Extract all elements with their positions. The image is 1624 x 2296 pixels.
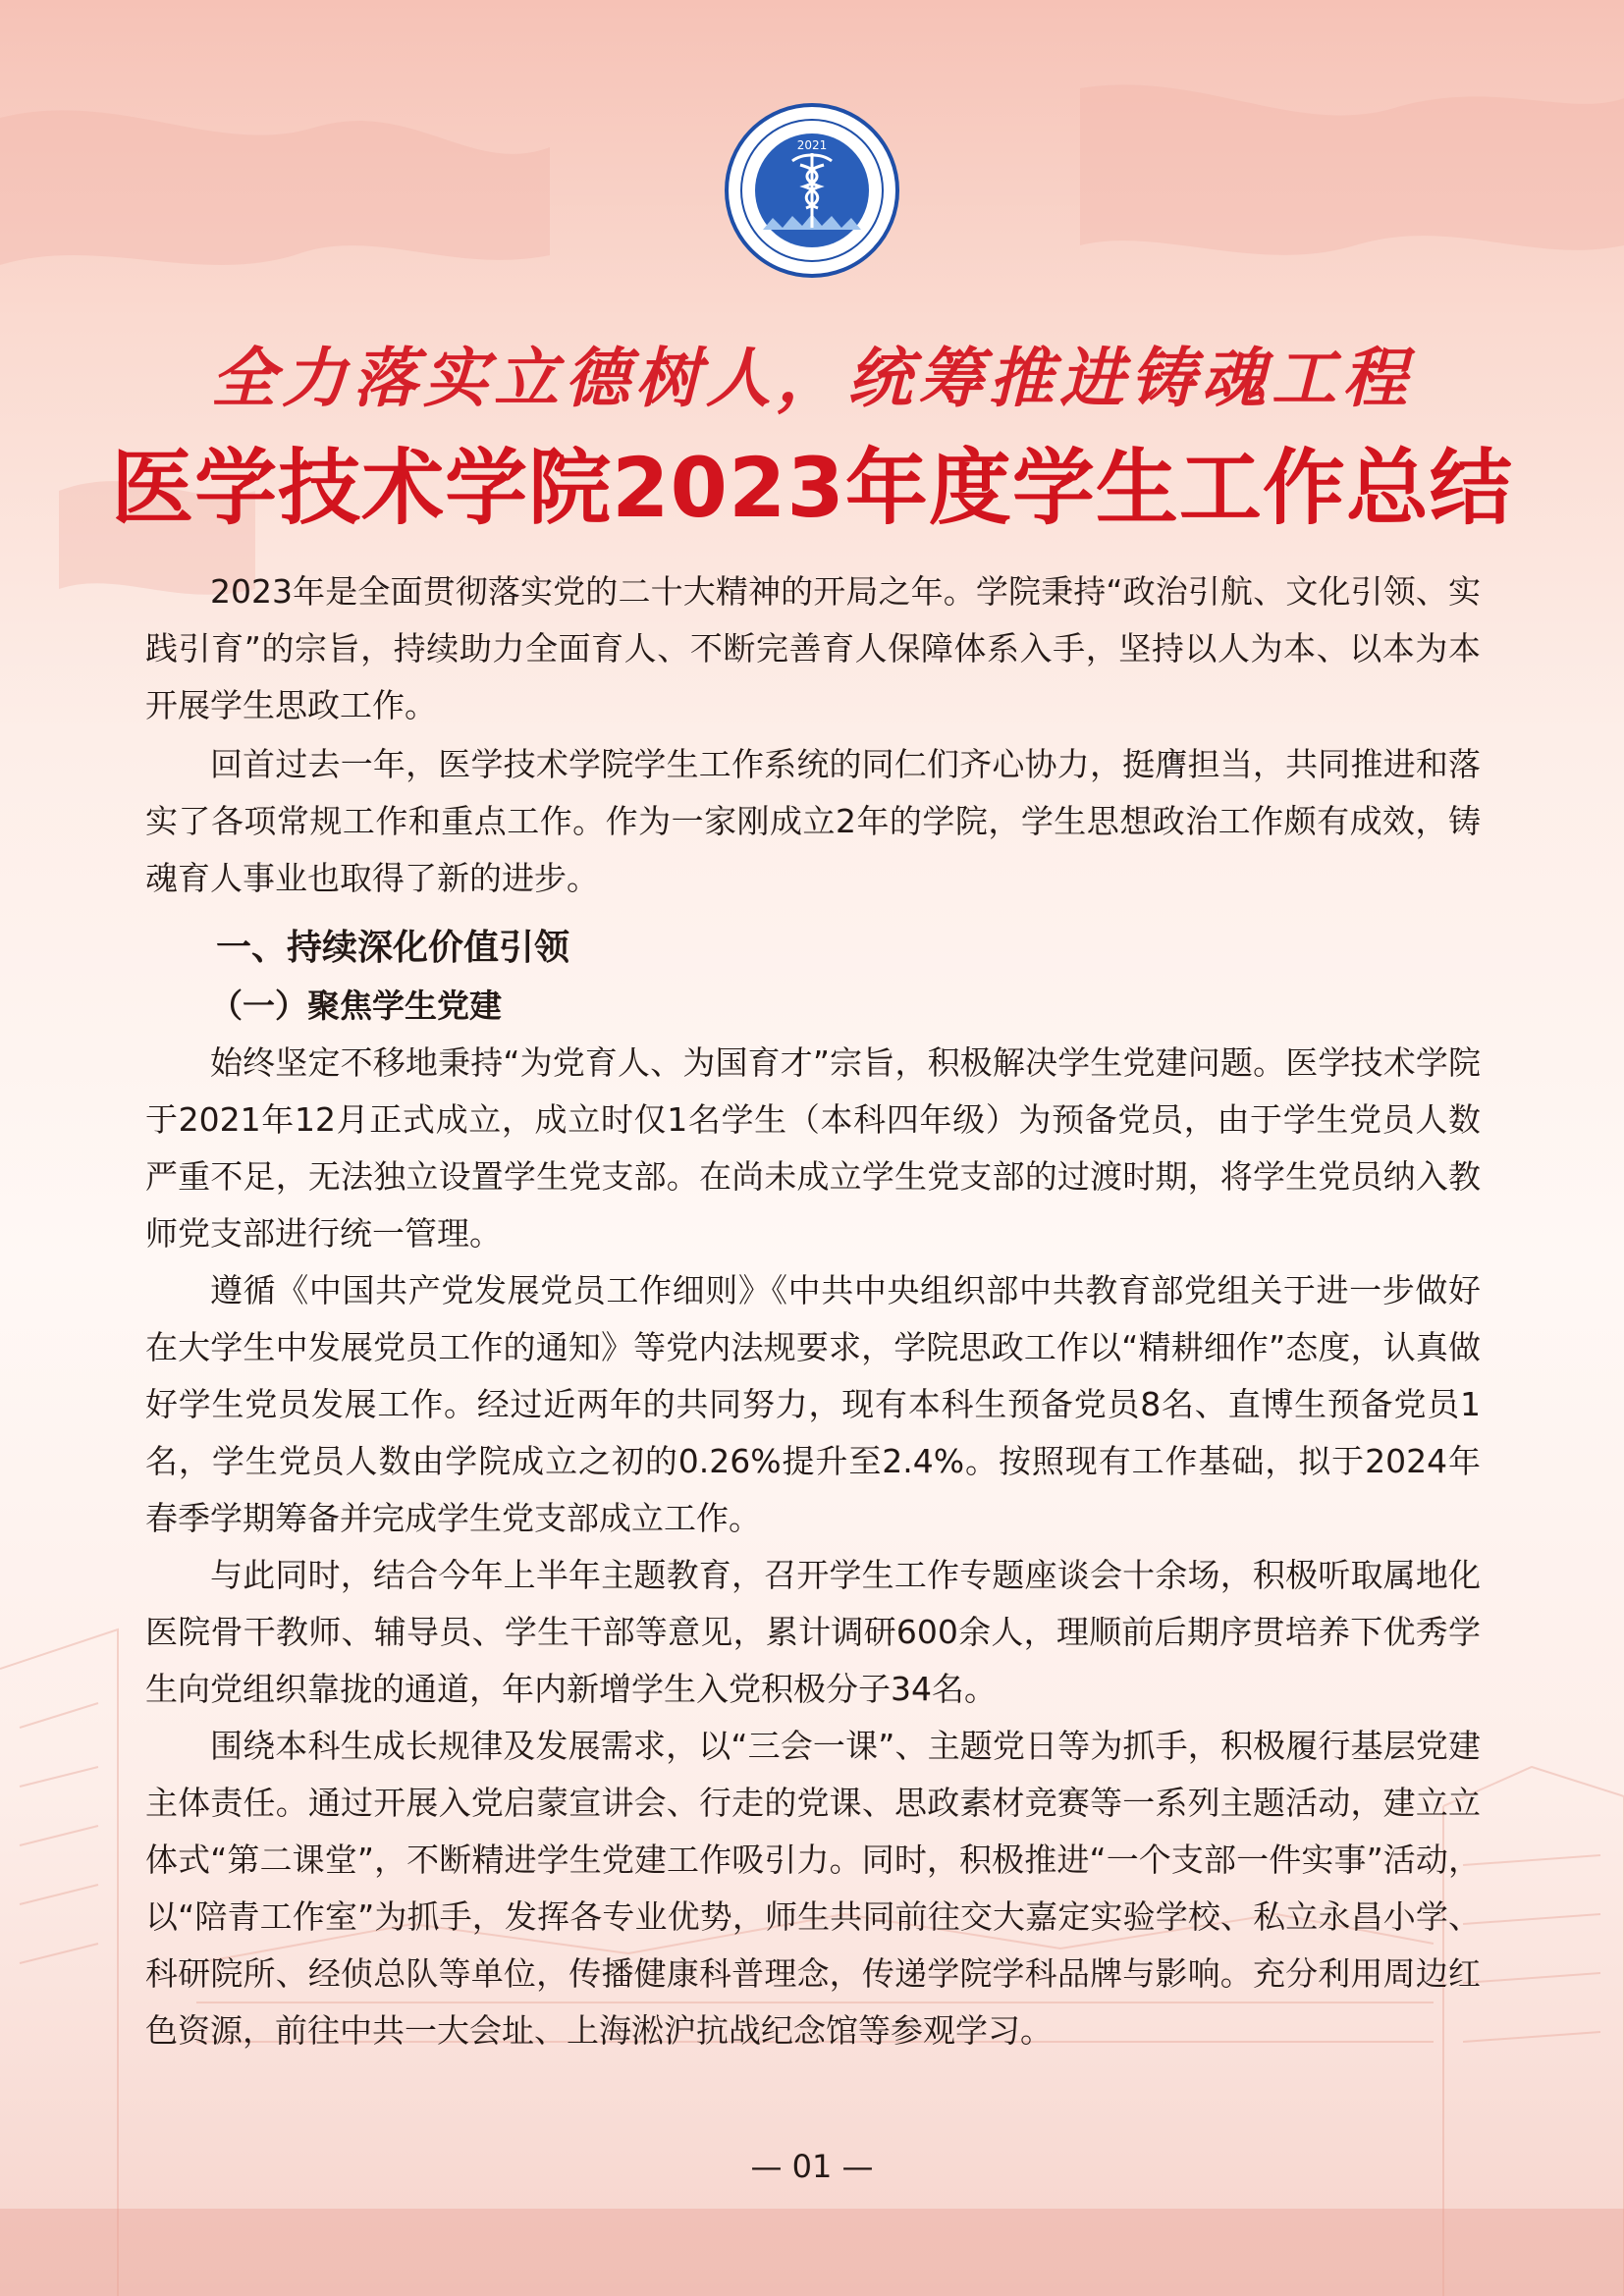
paragraph-regulations: 遵循《中国共产党发展党员工作细则》《中共中央组织部中共教育部党组关于进一步做好在大学生中发展党员工作的通知》等党内法规要求，学院思政工作以“精耕细作”态度，认真做好学生党员发展工作。经过近两年的共同努力，现有本科生预备党员8名、直博生预备党员1名，学生党员人数由学院成立之初的0.26%提升至2.4%。按照现有工作基础，拟于2024年春季学期筹备并完成学生党支部成立工作。 (145, 1271, 1481, 1537)
paragraph-theme-education: 与此同时，结合今年上半年主题教育，召开学生工作专题座谈会十余场，积极听取属地化医院骨干教师、辅导员、学生干部等意见，累计调研600余人，理顺前后期序贯培养下优秀学生向党组织靠拢的通道，年内新增学生入党积极分子34名。 (145, 1556, 1481, 1708)
school-logo (724, 102, 900, 279)
page-title: 医学技术学院2023年度学生工作总结 (111, 440, 1513, 536)
page-number: — 01 — (750, 2148, 874, 2185)
section-heading: 一、持续深化价值引领 (216, 928, 570, 968)
logo-year: 2021 (796, 138, 828, 152)
paragraph-activities: 围绕本科生成长规律及发展需求，以“三会一课”、主题党日等为抓手，积极履行基层党建主体责任。通过开展入党启蒙宣讲会、行走的党课、思政素材竞赛等一系列主题活动，建立立体式“第二课堂”，不断精进学生党建工作吸引力。同时，积极推进“一个支部一件实事”活动，以“陪青工作室”为抓手，发挥各专业优势，师生共同前往交大嘉定实验学校、私立永昌小学、科研院所、经侦总队等单位，传播健康科普理念，传递学院学科品牌与影响。充分利用周边红色资源，前往中共一大会址、上海淞沪抗战纪念馆等参观学习。 (145, 1727, 1481, 2050)
paragraph-review: 回首过去一年，医学技术学院学生工作系统的同仁们齐心协力，挺膺担当，共同推进和落实了各项常规工作和重点工作。作为一家刚成立2年的学院，学生思想政治工作颇有成效，铸魂育人事业也取得了新的进步。 (145, 745, 1481, 897)
document-body (145, 563, 1481, 2059)
paragraph-party-building: 始终坚定不移地秉持“为党育人、为国育才”宗旨，积极解决学生党建问题。医学技术学院于2021年12月正式成立，成立时仅1名学生（本科四年级）为预备党员，由于学生党员人数严重不足，无法独立设置学生党支部。在尚未成立学生党支部的过渡时期，将学生党员纳入教师党支部进行统一管理。 (145, 1043, 1481, 1253)
page-subtitle: 全力落实立德树人，统筹推进铸魂工程 (211, 340, 1413, 416)
paragraph-intro: 2023年是全面贯彻落实党的二十大精神的开局之年。学院秉持“政治引航、文化引领、实践引育”的宗旨，持续助力全面育人、不断完善育人保障体系入手，坚持以人为本、以本为本开展学生思政工作。 (145, 572, 1481, 724)
subsection-heading: （一）聚焦学生党建 (210, 987, 502, 1025)
